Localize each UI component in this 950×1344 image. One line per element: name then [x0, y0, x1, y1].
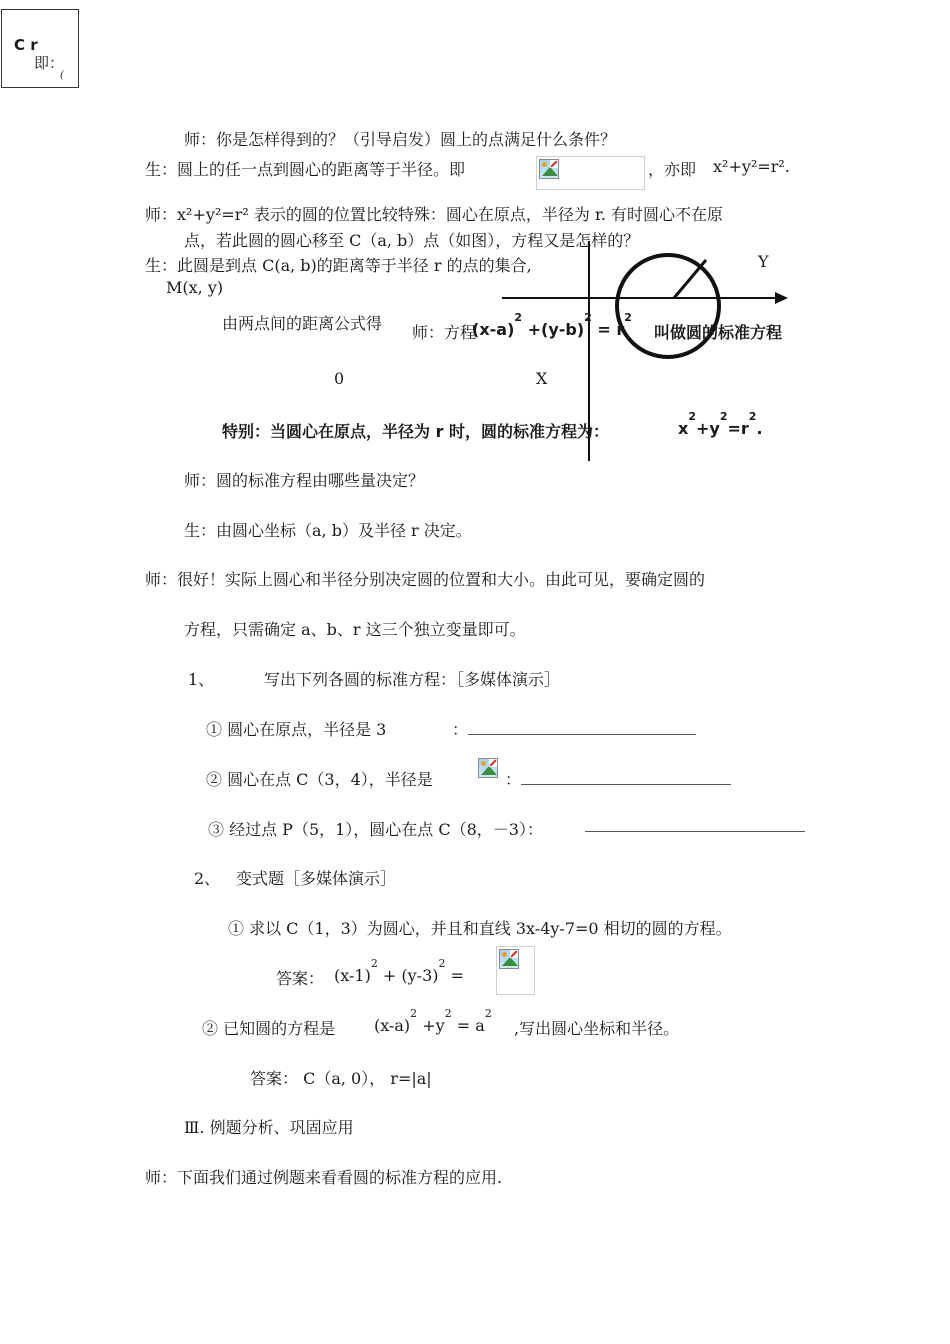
broken-image-icon: [539, 159, 559, 179]
answer-blank-3-wrap: [585, 817, 805, 836]
exercise-2-item-1: ① 求以 C（1，3）为圆心，并且和直线 3x-4y-7=0 相切的圆的方程。: [228, 919, 732, 938]
line-teacher-variables: 方程，只需确定 a、b、r 这三个独立变量即可。: [184, 620, 526, 639]
x-axis-arrow: [775, 292, 788, 304]
standard-equation-label: 叫做圆的标准方程: [654, 323, 783, 342]
line-teacher-good: 师：很好！实际上圆心和半径分别决定圆的位置和大小。由此可见，要确定圆的: [145, 570, 706, 589]
answer-blank-2: [521, 770, 731, 785]
broken-image-icon: [499, 949, 519, 969]
answer-blank-3: [585, 817, 805, 832]
section-3-heading-text: Ⅲ. 例题分析、巩固应用: [184, 1118, 354, 1137]
standard-equation-formula: $(x-a)^2 +(y-b)^2 = r^2$: [472, 311, 632, 339]
exercise-2-item-2-formula: $(x-a)^2 +y^2 = a^2$: [374, 1007, 492, 1035]
line-teacher-special: 师：x²+y²=r² 表示的圆的位置比较特殊：圆心在原点，半径为 r. 有时圆心不在原: [145, 205, 724, 224]
header-corner-box: [1, 9, 79, 88]
line-teacher-equation-label: 师：方程: [412, 323, 477, 342]
corner-text-cr: C r: [14, 36, 38, 54]
exercise-1-item-2-colon: ：: [505, 767, 731, 790]
exercise-1-item-1: ① 圆心在原点，半径是 3: [206, 720, 387, 739]
special-case-formula: $x^2+y^2=r^2$.: [678, 410, 763, 438]
radius-line: [674, 260, 706, 298]
answer-blank-1: [468, 720, 696, 735]
x-axis-label: X: [536, 369, 548, 388]
line-distance-formula: 由两点间的距离公式得: [222, 314, 383, 333]
broken-image-icon: [478, 758, 498, 778]
exercise-2-answer-2: 答案： C（a, 0）， r=|a|: [250, 1069, 432, 1088]
exercise-1-item-1-colon: ：: [452, 717, 696, 740]
line-teacher-question: 师：你是怎样得到的？（引导启发）圆上的点满足什么条件？: [184, 130, 617, 149]
line-point-m: M(x, y): [166, 278, 224, 297]
exercise-1-number: 1、: [188, 670, 215, 689]
exercise-2-item-2-tail: ,写出圆心坐标和半径。: [514, 1019, 680, 1038]
corner-text-ji: 即：: [34, 54, 65, 72]
line-teacher-move-center: 点，若此圆的圆心移至 C（a, b）点（如图），方程又是怎样的？: [184, 231, 640, 250]
line-teacher-determine: 师：圆的标准方程由哪些量决定？: [184, 471, 425, 490]
line-student-set: 生：此圆是到点 C(a, b)的距离等于半径 r 的点的集合,: [145, 256, 532, 275]
line-student-determine: 生：由圆心坐标（a, b）及半径 r 决定。: [184, 521, 472, 540]
exercise-1-title: 写出下列各圆的标准方程：［多媒体演示］: [264, 670, 561, 689]
exercise-2-answer-1-label: 答案：: [276, 969, 325, 988]
line-student-answer: 生：圆上的任一点到圆心的距离等于半径。即: [145, 160, 466, 179]
line-student-answer-mid: ，亦即: [648, 160, 697, 179]
formula-image-placeholder: [536, 156, 645, 190]
exercise-2-number: 2、: [194, 869, 221, 888]
special-case-text: 特别：当圆心在原点，半径为 r 时，圆的标准方程为：: [222, 422, 610, 441]
corner-text-paren: (: [60, 70, 64, 81]
section-3-heading: [184, 1115, 354, 1138]
exercise-1-item-2: ② 圆心在点 C（3，4），半径是: [206, 770, 433, 789]
y-axis-label: Y: [758, 252, 769, 271]
line-student-answer-formula: x²+y²=r².: [713, 157, 790, 176]
exercise-2-answer-1-formula: $(x-1)^2 + (y-3)^2$ =: [334, 957, 464, 985]
exercise-2-title: 变式题［多媒体演示］: [236, 869, 397, 888]
exercise-2-item-2-text: ② 已知圆的方程是: [202, 1019, 336, 1038]
answer-image-placeholder: [496, 946, 535, 995]
origin-label: 0: [334, 369, 345, 388]
exercise-1-item-3: ③ 经过点 P（5，1），圆心在点 C（8，－3）：: [208, 820, 543, 839]
line-teacher-example: 师：下面我们通过例题来看看圆的标准方程的应用.: [145, 1168, 503, 1187]
